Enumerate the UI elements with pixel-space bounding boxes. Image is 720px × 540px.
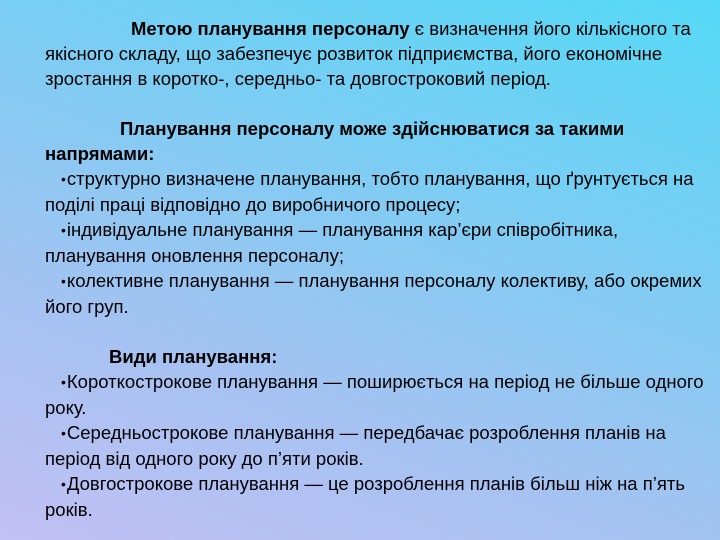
directions-item-2: індивідуальне планування — планування кар’єри співробітника, планування оновлення персоналу;: [45, 219, 619, 266]
bullet-icon: •: [61, 425, 66, 441]
types-item-2: Середньострокове планування — передбачає розроблення планів на період від одного року до п’яти років.: [45, 422, 666, 469]
slide-content: [45, 16, 705, 522]
types-item-3: Довгострокове планування — це розроблення планів більш ніж на п’ять років.: [45, 473, 685, 520]
intro-paragraph: [45, 16, 705, 91]
bullet-icon: •: [61, 273, 66, 289]
bullet-icon: •: [61, 171, 66, 187]
intro-term: Метою планування персоналу: [131, 18, 410, 39]
bullet-icon: •: [61, 476, 66, 492]
list-item: [45, 471, 705, 522]
directions-item-3: колективне планування — планування персоналу колективу, або окремих його груп.: [45, 270, 702, 317]
directions-heading: Планування персоналу може здійснюватися за такими напрямами:: [45, 118, 625, 164]
types-heading: Види планування:: [109, 346, 278, 367]
bullet-icon: •: [61, 374, 66, 390]
directions-item-1: структурно визначене планування, тобто планування, що ґрунтується на поділі праці відповідно до виробничого процесу;: [45, 168, 694, 215]
list-item: [45, 166, 705, 217]
types-item-1: Короткострокове планування — поширюється на період не більше одного року.: [45, 371, 704, 418]
list-item: [45, 420, 705, 471]
list-item: [45, 268, 705, 319]
list-item: [45, 217, 705, 268]
intro-text: є визначення його кількісного та якісного складу, що забезпечує розвиток підприємства, його економічне зростання в коротко-, середньо- та довгостроковий період.: [45, 18, 691, 89]
bullet-icon: •: [61, 222, 66, 238]
list-item: [45, 369, 705, 420]
spacer: [45, 91, 705, 116]
spacer: [45, 319, 705, 344]
